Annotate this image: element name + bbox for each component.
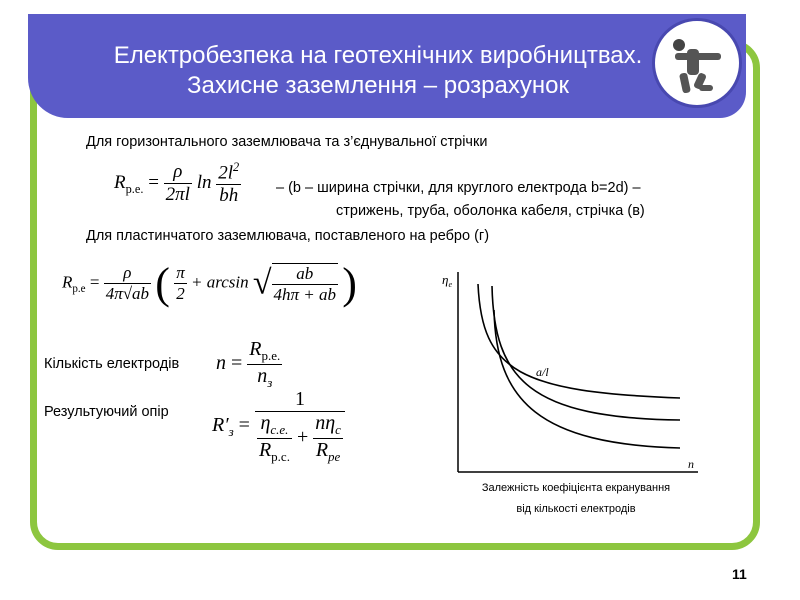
f2-pi-fraction xyxy=(174,263,187,304)
f2-lhs: R xyxy=(62,272,73,292)
f4-fraction: 1 $\frac{\eta_{с.е.}}{R_{р.с.}}$ + $\frac{n\eta_с}{R_{ре}}$ xyxy=(255,388,345,465)
f2-pi-den: 2 xyxy=(176,284,185,303)
f3-num-sub: р.е. xyxy=(261,348,281,363)
f1-num: ρ xyxy=(164,161,192,184)
f2-fraction xyxy=(104,263,151,304)
horizontal-note-line1: – (b – ширина стрічки, для круглого електрода b=2d) – xyxy=(276,180,641,196)
f2-root-fraction xyxy=(272,263,339,305)
f4-b-den: R xyxy=(315,439,329,461)
f4-a-den-sub: р.с. xyxy=(271,449,290,464)
title-bar xyxy=(28,14,746,118)
f4-a-num: η xyxy=(260,412,271,434)
f4-lhs-sub: з xyxy=(228,424,234,440)
f1-ln: ln xyxy=(196,172,212,194)
page-number: 11 xyxy=(732,566,747,582)
f2-lhs-sub: р.е xyxy=(72,282,86,295)
f3-fraction xyxy=(247,338,282,391)
f2-root-den: 4hπ + ab xyxy=(273,284,336,304)
f3-den-sub: з xyxy=(267,375,273,390)
electrodes-label: Кількість електродів xyxy=(44,356,180,372)
f2-root-num: ab xyxy=(272,264,339,285)
f1-ln-fraction xyxy=(216,160,241,207)
f3-den: n xyxy=(257,365,268,387)
horizontal-note-line2: стрижень, труба, оболонка кабеля, стрічка (в) xyxy=(336,203,645,219)
f4-a-den: R xyxy=(258,439,272,461)
curve-label: a/l xyxy=(536,365,549,379)
f1-ln-num-sup: 2 xyxy=(233,160,240,174)
dancing-figure-logo-icon xyxy=(652,18,742,108)
f3-lhs: n xyxy=(216,352,226,375)
f4-b-num-sub: с xyxy=(335,422,341,437)
f4-b-fraction xyxy=(313,412,343,465)
f3-num: R xyxy=(249,338,262,360)
f4-b-den-sub: ре xyxy=(328,449,341,464)
graph-caption-line1: Залежність коефіцієнта екранування xyxy=(481,482,671,494)
horizontal-heading: Для горизонтального заземлювача та з’єднувальної стрічки xyxy=(86,134,488,150)
f1-ln-den: bh xyxy=(219,185,239,207)
graph-caption-line2: від кількості електродів xyxy=(516,503,636,515)
f2-pi-num: π xyxy=(176,263,185,282)
slide-title-line2: Захисне заземлення – розрахунок xyxy=(187,72,569,99)
slide-title-line1: Електробезпека на геотехнічних виробництвах. xyxy=(113,42,643,69)
y-axis-label: $\eta_е$ xyxy=(442,272,453,289)
f2-num: ρ xyxy=(104,263,151,284)
plate-heading: Для пластинчатого заземлювача, поставленого на ребро (г) xyxy=(86,228,490,244)
shielding-coefficient-graph xyxy=(440,262,710,484)
curve-middle xyxy=(492,286,680,420)
formula-plate: $R_{р.е}$ = $\frac{\rho}{4\pi√ab}$ ( $\frac{\pi}{2}$ + arcsin √ $\frac{ab}{4h\pi + ab}$ ) xyxy=(62,259,357,308)
f1-lhs-sub: р.е. xyxy=(125,181,144,196)
f4-lhs: R′ xyxy=(212,414,229,437)
f2-den: 4π√ab xyxy=(105,284,150,303)
resulting-label: Результуючий опір xyxy=(44,404,169,420)
f1-fraction xyxy=(164,161,192,206)
formula-horizontal: $R_{р.е.}$ = $\frac{\rho}{2\pi l}$ ln $\frac{2l^2}{bh}$ xyxy=(114,160,240,207)
formula-electrodes: n = $\frac{R_{р.е.}}{n_з}$ xyxy=(216,338,281,390)
f2-arcsin: + arcsin xyxy=(190,272,249,292)
formula-resulting: $R'_з$ = 1 $\frac{\eta_{с.е.}}{R_{р.с.}}$ + $\frac{n\eta_с}{R_{ре}}$ xyxy=(212,388,345,465)
f4-num: 1 xyxy=(255,388,345,412)
f4-a-fraction xyxy=(257,412,292,465)
x-axis-label: n xyxy=(688,457,694,471)
f4-b-num: nη xyxy=(315,412,336,434)
f1-ln-num: 2l xyxy=(218,162,234,184)
f1-lhs: R xyxy=(114,172,126,194)
curve-top xyxy=(478,284,680,398)
f4-a-num-sub: с.е. xyxy=(270,422,289,437)
f1-den: 2πl xyxy=(165,184,190,206)
